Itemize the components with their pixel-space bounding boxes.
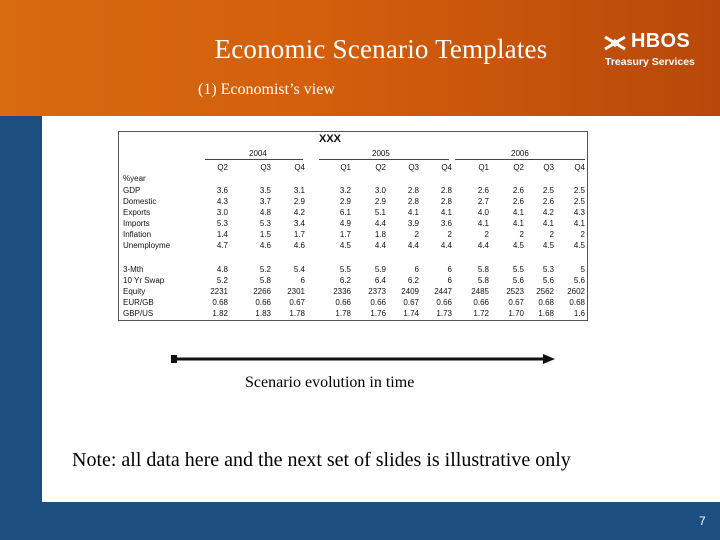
table-cell: 3.1	[293, 186, 305, 195]
row-label: Imports	[123, 219, 150, 228]
table-cell: 2602	[567, 287, 585, 296]
table-cell: 4.4	[440, 241, 452, 250]
table-cell: 2485	[471, 287, 489, 296]
quarter-header: Q2	[375, 163, 386, 172]
table-cell: 2	[414, 230, 419, 239]
table-cell: 0.67	[403, 298, 419, 307]
row-label: GDP	[123, 186, 141, 195]
disclaimer-note: Note: all data here and the next set of slides is illustrative only	[72, 449, 571, 471]
table-cell: 6.1	[339, 208, 351, 217]
table-cell: 1.78	[335, 309, 351, 318]
table-cell: 4.1	[477, 219, 489, 228]
table-cell: 1.7	[339, 230, 351, 239]
table-cell: 2	[580, 230, 585, 239]
table-cell: 6.2	[339, 276, 351, 285]
table-cell: 2231	[210, 287, 228, 296]
table-cell: 2.5	[542, 186, 554, 195]
row-label: Inflation	[123, 230, 152, 239]
table-cell: 4.3	[573, 208, 585, 217]
table-cell: 5.3	[216, 219, 228, 228]
table-cell: 4.6	[293, 241, 305, 250]
table-cell: 2.6	[477, 186, 489, 195]
year-2005: 2005	[372, 149, 390, 158]
table-cell: 5.4	[293, 265, 305, 274]
table-cell: 2.7	[477, 197, 489, 206]
table-cell: 4.4	[477, 241, 489, 250]
table-cell: 2.8	[440, 197, 452, 206]
table-cell: 4.2	[542, 208, 554, 217]
table-cell: 6	[414, 265, 419, 274]
table-cell: 2	[549, 230, 554, 239]
quarter-header: Q4	[441, 163, 452, 172]
table-cell: 4.7	[216, 241, 228, 250]
table-cell: 5.8	[259, 276, 271, 285]
table-cell: 2	[447, 230, 452, 239]
table-cell: 0.68	[569, 298, 585, 307]
slide-title: Economic Scenario Templates	[214, 34, 548, 64]
year-2004: 2004	[249, 149, 267, 158]
table-cell: 2266	[253, 287, 271, 296]
table-cell: 4.5	[573, 241, 585, 250]
table-cell: 2523	[506, 287, 524, 296]
table-cell: 2301	[287, 287, 305, 296]
table-cell: 4.4	[374, 219, 386, 228]
logo-name: HBOS	[631, 30, 690, 52]
table-cell: 6	[300, 276, 305, 285]
table-cell: 4.1	[407, 208, 419, 217]
row-label: Equity	[123, 287, 146, 296]
table-cell: 2336	[333, 287, 351, 296]
quarter-header: Q1	[340, 163, 351, 172]
table-cell: 3.5	[259, 186, 271, 195]
table-cell: 5.9	[374, 265, 386, 274]
table-cell: 5.3	[259, 219, 271, 228]
row-label: Exports	[123, 208, 151, 217]
table-cell: 4.1	[440, 208, 452, 217]
year-divider	[205, 159, 303, 160]
table-cell: 4.5	[542, 241, 554, 250]
timeline-arrow	[171, 353, 555, 365]
table-cell: 2.8	[440, 186, 452, 195]
table-cell: 4.1	[512, 208, 524, 217]
table-cell: 2	[519, 230, 524, 239]
slide-subtitle: (1) Economist’s view	[198, 81, 335, 98]
row-label: GBP/US	[123, 309, 154, 318]
table-cell: 5.2	[216, 276, 228, 285]
table-cell: 5.6	[512, 276, 524, 285]
table-cell: 5	[580, 265, 585, 274]
table-cell: 2.9	[374, 197, 386, 206]
quarter-header: Q3	[543, 163, 554, 172]
table-cell: 4.3	[216, 197, 228, 206]
quarter-header: Q3	[260, 163, 271, 172]
table-cell: 4.0	[477, 208, 489, 217]
table-cell: 2.8	[407, 197, 419, 206]
table-cell: 5.8	[477, 276, 489, 285]
table-cell: 0.67	[508, 298, 524, 307]
table-cell: 0.68	[212, 298, 228, 307]
table-cell: 1.76	[370, 309, 386, 318]
table-cell: 1.4	[216, 230, 228, 239]
table-cell: 1.72	[473, 309, 489, 318]
table-cell: 1.82	[212, 309, 228, 318]
logo-tagline: Treasury Services	[605, 56, 695, 68]
table-cell: 4.5	[339, 241, 351, 250]
table-cell: 0.66	[335, 298, 351, 307]
table-cell: 2.8	[407, 186, 419, 195]
table-cell: 2373	[368, 287, 386, 296]
table-cell: 3.0	[374, 186, 386, 195]
table-cell: 4.1	[573, 219, 585, 228]
table-cell: 0.68	[538, 298, 554, 307]
table-cell: 6.2	[407, 276, 419, 285]
quarter-header: Q3	[408, 163, 419, 172]
table-cell: 5.5	[512, 265, 524, 274]
table-cell: 2.5	[573, 186, 585, 195]
table-cell: 1.73	[436, 309, 452, 318]
table-cell: 4.6	[259, 241, 271, 250]
row-label: 10 Yr Swap	[123, 276, 165, 285]
table-cell: 4.1	[542, 219, 554, 228]
table-cell: 1.83	[255, 309, 271, 318]
hbos-emblem-icon	[603, 33, 627, 53]
table-cell: 0.66	[436, 298, 452, 307]
table-cell: 4.4	[407, 241, 419, 250]
timeline-caption: Scenario evolution in time	[245, 374, 415, 391]
table-cell: 2447	[434, 287, 452, 296]
table-cell: 0.66	[255, 298, 271, 307]
table-cell: 5.8	[477, 265, 489, 274]
table-cell: 5.2	[259, 265, 271, 274]
table-cell: 1.6	[573, 309, 585, 318]
table-cell: 1.8	[374, 230, 386, 239]
row-label: 3-Mth	[123, 265, 144, 274]
table-cell: 5.6	[542, 276, 554, 285]
table-cell: 6	[447, 276, 452, 285]
hbos-logo	[603, 30, 699, 74]
quarter-header: Q4	[574, 163, 585, 172]
table-cell: 3.0	[216, 208, 228, 217]
table-cell: 2.5	[573, 197, 585, 206]
table-cell: 1.7	[293, 230, 305, 239]
table-cell: 2.9	[339, 197, 351, 206]
table-title: XXX	[319, 133, 342, 145]
table-cell: 4.1	[512, 219, 524, 228]
table-cell: 0.66	[473, 298, 489, 307]
row-label: Domestic	[123, 197, 157, 206]
table-cell: 4.4	[374, 241, 386, 250]
year-divider	[319, 159, 449, 160]
table-cell: 5.3	[542, 265, 554, 274]
unit-label: %year	[123, 174, 146, 183]
table-cell: 3.6	[440, 219, 452, 228]
table-cell: 0.66	[370, 298, 386, 307]
table-cell: 2.6	[512, 197, 524, 206]
table-cell: 1.78	[289, 309, 305, 318]
year-2006: 2006	[511, 149, 529, 158]
table-cell: 2.6	[542, 197, 554, 206]
table-cell: 1.74	[403, 309, 419, 318]
table-cell: 2409	[401, 287, 419, 296]
table-cell: 3.9	[407, 219, 419, 228]
quarter-header: Q2	[513, 163, 524, 172]
quarter-header: Q4	[294, 163, 305, 172]
table-cell: 0.67	[289, 298, 305, 307]
table-cell: 3.7	[259, 197, 271, 206]
table-cell: 1.68	[538, 309, 554, 318]
quarter-header: Q2	[217, 163, 228, 172]
page-number: 7	[699, 514, 706, 528]
table-cell: 3.4	[293, 219, 305, 228]
table-cell: 4.5	[512, 241, 524, 250]
table-cell: 3.6	[216, 186, 228, 195]
table-cell: 2	[484, 230, 489, 239]
table-cell: 5.1	[374, 208, 386, 217]
scenario-table	[118, 131, 588, 321]
table-cell: 5.6	[573, 276, 585, 285]
table-cell: 4.9	[339, 219, 351, 228]
table-cell: 6	[447, 265, 452, 274]
table-cell: 5.5	[339, 265, 351, 274]
table-cell: 3.2	[339, 186, 351, 195]
table-cell: 1.5	[259, 230, 271, 239]
table-cell: 2562	[536, 287, 554, 296]
row-label: EUR/GB	[123, 298, 154, 307]
table-cell: 4.2	[293, 208, 305, 217]
quarter-header: Q1	[478, 163, 489, 172]
year-divider	[455, 159, 585, 160]
row-label: Unemployme	[123, 241, 171, 250]
table-cell: 6.4	[374, 276, 386, 285]
table-cell: 1.70	[508, 309, 524, 318]
table-cell: 4.8	[259, 208, 271, 217]
title-banner	[0, 0, 720, 116]
table-cell: 2.6	[512, 186, 524, 195]
table-cell: 4.8	[216, 265, 228, 274]
table-cell: 2.9	[293, 197, 305, 206]
